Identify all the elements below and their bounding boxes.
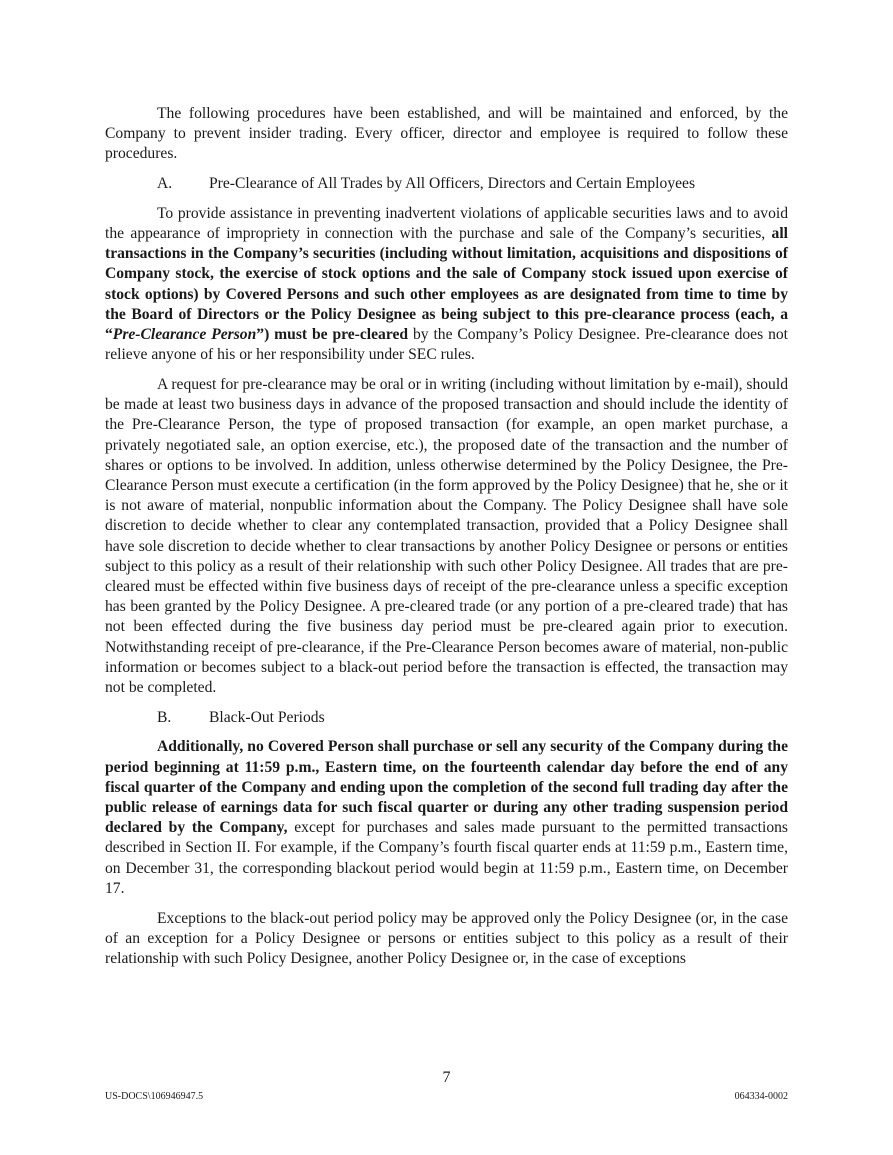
intro-paragraph: The following procedures have been established, and will be maintained and enforced, by the Company to prevent insider trading. Every officer, director and employee is required to follow these procedures.: [105, 105, 788, 163]
document-body: [105, 104, 788, 979]
page-number: 7: [442, 1069, 451, 1086]
section-a-title: Pre-Clearance of All Trades by All Officers, Directors and Certain Employees: [209, 175, 696, 193]
section-b-title: Black-Out Periods: [209, 708, 325, 726]
section-b-paragraph-2: Exceptions to the black-out period policy may be approved only the Policy Designee (or, in the case of an exception for a Policy Designee or persons or entities subject to this policy as a result of their relationship with such Policy Designee, another Policy Designee or, in the case of exceptions: [105, 909, 788, 967]
section-b-letter: B.: [157, 708, 172, 726]
section-a-p1-end: by the Company’s Policy Designee. Pre-clearance does not relieve anyone of his or her responsibility under SEC rules.: [105, 326, 788, 364]
section-a-letter: A.: [157, 175, 173, 193]
section-a-paragraph-1: [105, 204, 788, 366]
section-a-paragraph-2: A request for pre-clearance may be oral or in writing (including without limitation by e-mail), should be made at least two business days in advance of the proposed transaction and should include the identity of the Pre-Clearance Person, the type of proposed transaction (for example, an open market purchase, a privately negotiated sale, an option exercise, etc.), the proposed date of the transaction and the number of shares or options to be involved. In addition, unless otherwise determined by the Policy Designee, the Pre-Clearance Person must execute a certification (in the form approved by the Policy Designee) that he, she or it is not aware of material, nonpublic information about the Company. The Policy Designee shall have sole discretion to decide whether to clear any contemplated transaction, provided that a Policy Designee shall have sole discretion to decide whether to clear transactions by another Policy Designee or persons or entities subject to this policy as a result of their relationship with such other Policy Designee. All trades that are pre-cleared must be effected within five business days of receipt of the pre-clearance unless a specific exception has been granted by the Policy Designee. A pre-cleared trade (or any portion of a pre-cleared trade) that has not been effected during the five business day period must be pre-cleared again prior to execution. Notwithstanding receipt of pre-clearance, if the Pre-Clearance Person becomes aware of material, non-public information or becomes subject to a black-out period before the transaction is effected, the transaction may not be completed.: [105, 375, 788, 696]
section-b-p1-bold: Additionally, no Covered Person shall purchase or sell any security of the Company during the period beginning at 11:59 p.m., Eastern time, on the fourteenth calendar day before the end of any fiscal quarter of the Company and ending upon the completion of the second full trading day after the public release of earnings data for such fiscal quarter or during any other trading suspension period declared by the Company,: [105, 738, 788, 837]
section-a-p1-bold-end: ”) must be pre-cleared: [256, 326, 409, 344]
section-b-paragraph-1: [105, 737, 788, 899]
section-b-p1-end: except for purchases and sales made pursuant to the permitted transactions described in Section II. For example, if the Company’s fourth fiscal quarter ends at 11:59 p.m., Eastern time, on December 31, the corresponding blackout period would begin at 11:59 p.m., Eastern time, on December 17.: [105, 819, 788, 897]
defined-term: Pre-Clearance Person: [112, 326, 257, 344]
matter-number: 064334-0002: [734, 1091, 788, 1102]
document-id: US-DOCS\106946947.5: [105, 1091, 204, 1102]
section-b-heading: [105, 708, 788, 728]
section-a-heading: [105, 174, 788, 194]
section-a-p1-start: To provide assistance in preventing inadvertent violations of applicable securities laws and to avoid the appearance of impropriety in connection with the purchase and sale of the Company’s securities,: [105, 204, 788, 243]
section-a-p1-bold: all transactions in the Company’s securities (including without limitation, acquisitions and dispositions of Company stock, the exercise of stock options and the sale of Company stock issued upon exercise of stock options) by Covered Persons and such other employees as are designated from time to time by the Board of Directors or the Policy Designee as being subject to this pre-clearance process (each, a “: [105, 225, 788, 344]
